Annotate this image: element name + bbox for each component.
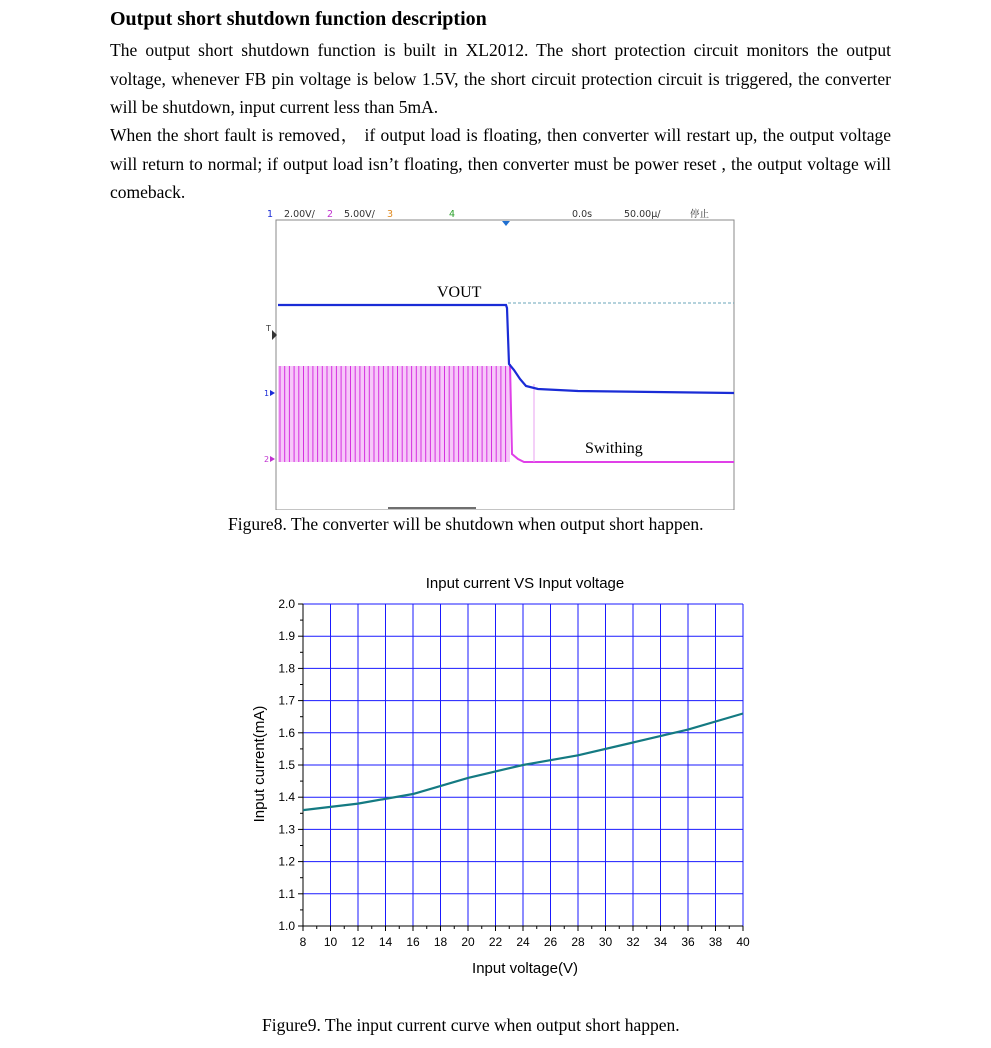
scope-ch2-label: 2 <box>327 209 334 220</box>
ch1-ground-marker: 1 <box>264 389 270 398</box>
scope-ch4-label: 4 <box>449 209 456 220</box>
x-tick-label: 38 <box>708 935 723 949</box>
scope-ch3-label: 3 <box>387 209 394 220</box>
x-tick-label: 26 <box>543 935 558 949</box>
y-tick-label: 1.5 <box>278 758 295 772</box>
y-tick-label: 1.3 <box>278 822 295 837</box>
ch2-ground-icon <box>270 456 275 462</box>
x-tick-label: 24 <box>516 935 530 949</box>
x-tick-label: 28 <box>571 935 585 949</box>
x-tick-label: 16 <box>406 935 420 949</box>
y-tick-label: 1.4 <box>278 790 295 805</box>
x-tick-label: 18 <box>433 935 448 949</box>
scope-time-offset: 0.0s <box>572 209 593 220</box>
paragraph-description: The output short shutdown function is built in XL2012. The short protection circuit monitors the output voltage, whenever FB pin voltage is below 1.5V, the short circuit protection circuit is triggered, the converter will be shutdown, input current less than 5mA. <box>110 40 891 117</box>
x-tick-label: 32 <box>626 935 640 949</box>
scope-status: 停止 <box>690 209 710 220</box>
x-axis-label: Input voltage(V) <box>472 960 578 977</box>
y-tick-label: 1.1 <box>278 886 295 901</box>
switching-label: Swithing <box>585 440 643 457</box>
vout-label: VOUT <box>437 284 482 301</box>
y-tick-label: 1.8 <box>278 661 295 676</box>
x-tick-label: 34 <box>653 935 668 949</box>
trigger-marker: T <box>266 324 271 333</box>
ch2-ground-marker: 2 <box>264 455 270 464</box>
chart-title: Input current VS Input voltage <box>425 575 625 592</box>
switching-waveform-burst <box>278 366 510 462</box>
x-tick-label: 8 <box>299 935 307 949</box>
y-axis-label: Input current(mA) <box>251 705 268 823</box>
scope-ch1-label: 1 <box>267 209 274 220</box>
x-tick-label: 12 <box>351 935 365 949</box>
x-tick-label: 22 <box>488 935 503 949</box>
section-heading: Output short shutdown function description <box>110 8 487 30</box>
x-tick-label: 14 <box>378 935 393 949</box>
y-tick-label: 1.2 <box>278 854 295 869</box>
scope-ch2-scale: 5.00V/ <box>344 209 375 220</box>
figure9-caption: Figure9. The input current curve when output short happen. <box>262 1015 680 1035</box>
y-tick-label: 2.0 <box>278 597 295 611</box>
y-tick-label: 1.7 <box>278 693 295 708</box>
y-tick-label: 1.9 <box>278 629 295 644</box>
x-tick-label: 36 <box>681 935 695 949</box>
scope-time-scale: 50.00µ/ <box>624 209 661 220</box>
input-current-chart <box>245 566 765 986</box>
x-tick-label: 40 <box>736 935 750 949</box>
y-tick-label: 1.6 <box>278 725 295 740</box>
x-tick-label: 10 <box>323 935 338 949</box>
x-tick-label: 30 <box>598 935 613 949</box>
paragraph-fault-removed: When the short fault is removed， if output load is floating, then converter will restart up, the output voltage will return to normal; if output load isn’t floating, then converter must be power reset , the output voltage will comeback. <box>110 125 891 202</box>
scope-graticule <box>276 220 734 510</box>
ch1-ground-icon <box>270 390 275 396</box>
scope-ch1-scale: 2.00V/ <box>284 209 315 220</box>
oscilloscope-capture <box>258 204 744 510</box>
y-tick-label: 1.0 <box>278 919 295 933</box>
x-tick-label: 20 <box>461 935 475 949</box>
figure8-caption: Figure8. The converter will be shutdown when output short happen. <box>228 514 704 534</box>
